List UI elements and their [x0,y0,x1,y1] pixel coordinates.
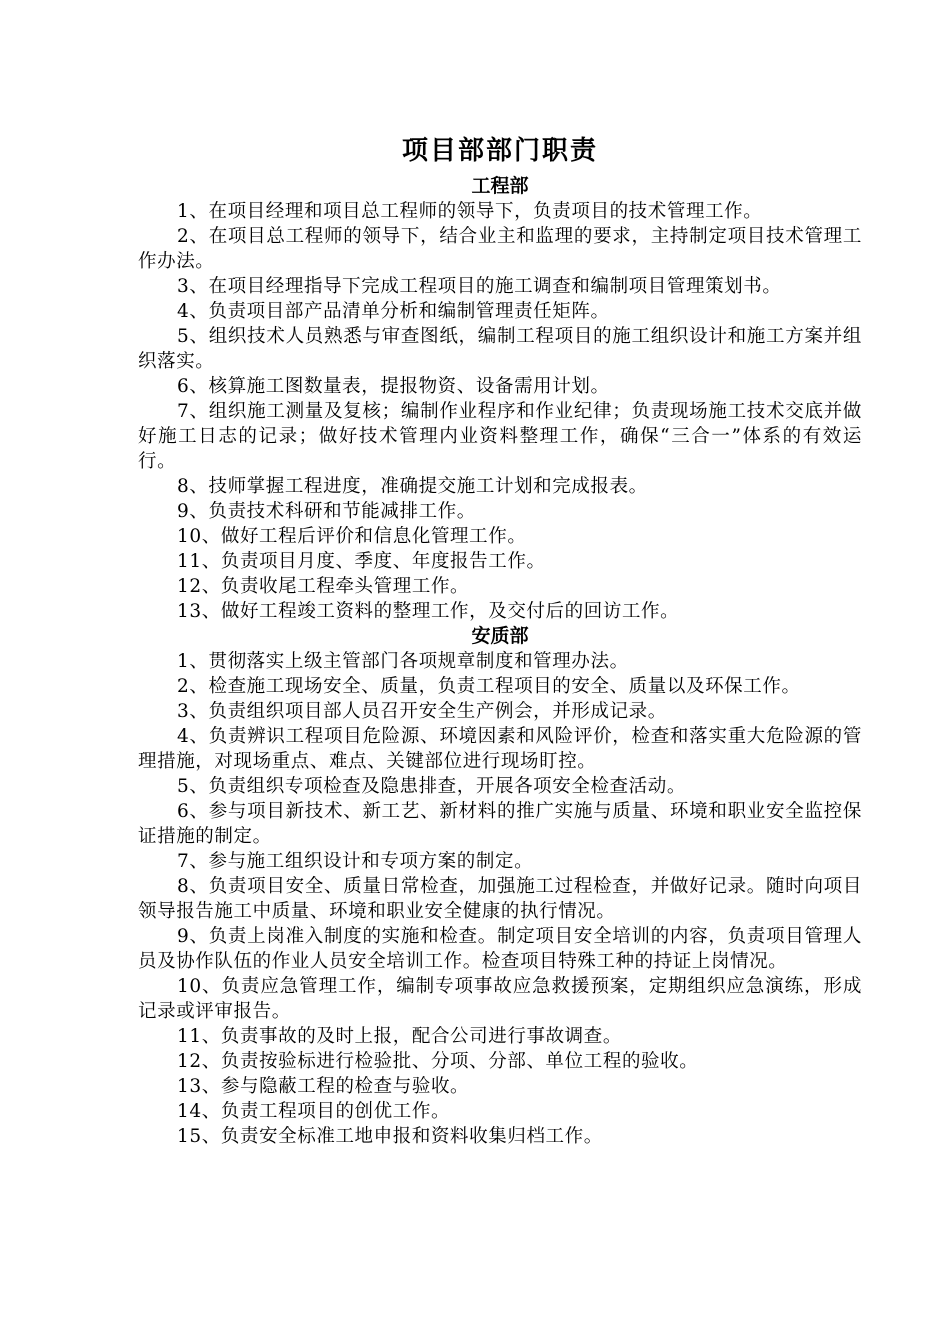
duty-item: 3、负责组织项目部人员召开安全生产例会，并形成记录。 [177,701,667,722]
duty-item: 1、贯彻落实上级主管部门各项规章制度和管理办法。 [177,651,629,672]
duty-item: 11、负责项目月度、季度、年度报告工作。 [177,551,546,572]
duty-item: 5、组织技术人员熟悉与审查图纸，编制工程项目的施工组织设计和施工方案并组织落实。 [138,326,862,372]
duty-item: 6、核算施工图数量表，提报物资、设备需用计划。 [177,376,610,397]
duty-item: 4、负责项目部产品清单分析和编制管理责任矩阵。 [177,301,610,322]
duty-item: 8、负责项目安全、质量日常检查，加强施工过程检查，并做好记录。随时向项目领导报告施工中质量、环境和职业安全健康的执行情况。 [138,876,862,922]
duty-item: 2、检查施工现场安全、质量，负责工程项目的安全、质量以及环保工作。 [177,676,801,697]
duty-item: 12、负责收尾工程牵头管理工作。 [177,576,470,597]
duty-item: 10、负责应急管理工作，编制专项事故应急救援预案，定期组织应急演练，形成记录或评审报告。 [138,976,862,1022]
duty-item: 7、参与施工组织设计和专项方案的制定。 [177,851,534,872]
duty-item: 4、负责辨识工程项目危险源、环境因素和风险评价，检查和落实重大危险源的管理措施，对现场重点、难点、关键部位进行现场盯控。 [138,726,862,772]
duty-item: 13、做好工程竣工资料的整理工作，及交付后的回访工作。 [177,601,680,622]
duty-item: 8、技师掌握工程进度，准确提交施工计划和完成报表。 [177,476,648,497]
document-page [138,128,862,1149]
duty-item: 1、在项目经理和项目总工程师的领导下，负责项目的技术管理工作。 [177,201,763,222]
duty-item: 9、负责上岗准入制度的实施和检查。制定项目安全培训的内容，负责项目管理人员及协作队伍的作业人员安全培训工作。检查项目特殊工种的持证上岗情况。 [138,926,862,972]
duty-item: 14、负责工程项目的创优工作。 [177,1101,451,1122]
duty-item: 2、在项目总工程师的领导下，结合业主和监理的要求，主持制定项目技术管理工作办法。 [138,226,862,272]
document-title: 项目部部门职责 [401,136,598,166]
duty-item: 11、负责事故的及时上报，配合公司进行事故调查。 [177,1026,622,1047]
duty-item: 7、组织施工测量及复核；编制作业程序和作业纪律；负责现场施工技术交底并做好施工日志的记录；做好技术管理内业资料整理工作，确保“三合一”体系的有效运行。 [138,401,862,472]
document-sections [138,174,862,1149]
duty-item: 10、做好工程后评价和信息化管理工作。 [177,526,527,547]
duty-item: 15、负责安全标准工地申报和资料收集归档工作。 [177,1126,603,1147]
section [138,174,862,624]
section-heading: 工程部 [471,175,529,197]
duty-item: 9、负责技术科研和节能减排工作。 [177,501,476,522]
duty-item: 13、参与隐蔽工程的检查与验收。 [177,1076,470,1097]
section-heading: 安质部 [471,625,529,647]
duty-item: 3、在项目经理指导下完成工程项目的施工调查和编制项目管理策划书。 [177,276,782,297]
duty-item: 6、参与项目新技术、新工艺、新材料的推广实施与质量、环境和职业安全监控保证措施的制定。 [138,801,862,847]
duty-item: 5、负责组织专项检查及隐患排查，开展各项安全检查活动。 [177,776,686,797]
section [138,624,862,1149]
duty-item: 12、负责按验标进行检验批、分项、分部、单位工程的验收。 [177,1051,699,1072]
